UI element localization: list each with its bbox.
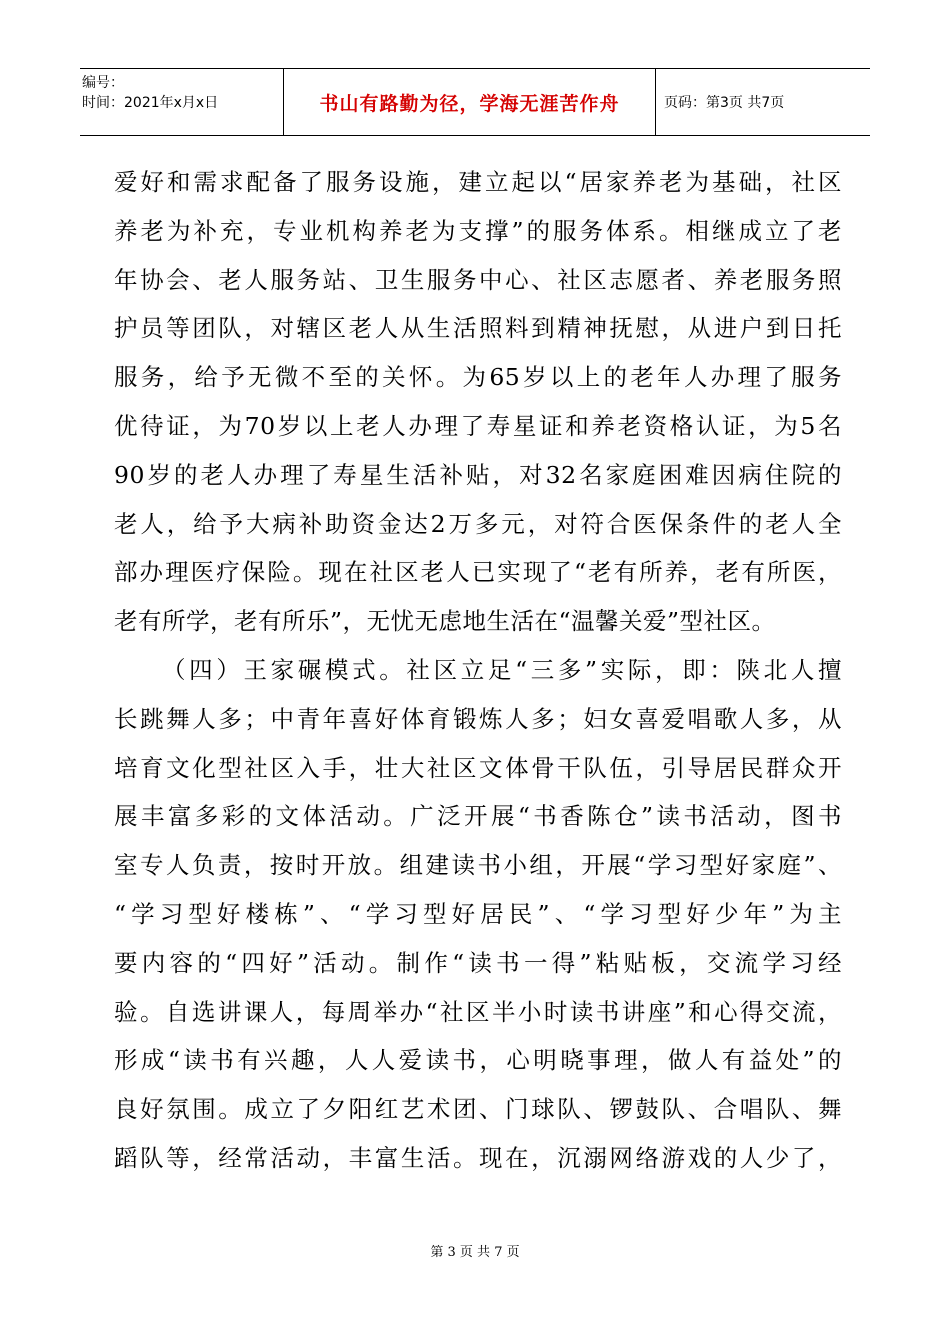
footer-page-number: 第 3 页 共 7 页 — [430, 1245, 520, 1260]
body-line: 形成“读书有兴趣，人人爱读书，心明晓事理，做人有益处”的 — [114, 1046, 842, 1075]
body-line: 养老为补充，专业机构养老为支撑”的服务体系。相继成立了老 — [114, 216, 842, 245]
document-body — [114, 158, 842, 1183]
body-line: 要内容的“四好”活动。制作“读书一得”粘贴板，交流学习经 — [114, 948, 842, 977]
page-header — [80, 68, 870, 136]
body-line: 展丰富多彩的文体活动。广泛开展“书香陈仓”读书活动，图书 — [114, 802, 842, 831]
header-meta — [80, 69, 284, 135]
body-line: 服务，给予无微不至的关怀。为65岁以上的老年人办理了服务 — [114, 363, 842, 392]
header-page-code-cell — [656, 69, 870, 135]
body-line: 90岁的老人办理了寿星生活补贴，对32名家庭困难因病住院的 — [114, 460, 842, 489]
section-heading-line: （四）王家碾模式。社区立足“三多”实际，即：陕北人擅 — [162, 655, 842, 684]
number-label: 编号： — [82, 75, 124, 91]
time-label: 时间：2021年x月x日 — [82, 95, 219, 111]
body-line: 优待证，为70岁以上老人办理了寿星证和养老资格认证，为5名 — [114, 411, 842, 440]
body-line: 部办理医疗保险。现在社区老人已实现了“老有所养，老有所医， — [114, 558, 842, 587]
body-line: 室专人负责，按时开放。组建读书小组，开展“学习型好家庭”、 — [114, 851, 842, 880]
body-line: 蹈队等，经常活动，丰富生活。现在，沉溺网络游戏的人少了， — [114, 1143, 842, 1172]
header-motto: 书山有路勤为径，学海无涯苦作舟 — [319, 92, 620, 115]
body-line: 爱好和需求配备了服务设施，建立起以“居家养老为基础，社区 — [114, 168, 842, 196]
body-line: 护员等团队，对辖区老人从生活照料到精神抚慰，从进户到日托 — [114, 314, 842, 343]
body-line: 良好氛围。成立了夕阳红艺术团、门球队、锣鼓队、合唱队、舞 — [114, 1095, 842, 1124]
body-line: 培育文化型社区入手，壮大社区文体骨干队伍，引导居民群众开 — [114, 753, 842, 782]
header-motto-cell — [284, 69, 656, 135]
page-code: 页码：第3页 共7页 — [664, 95, 785, 111]
body-line: 年协会、老人服务站、卫生服务中心、社区志愿者、养老服务照 — [114, 265, 842, 294]
body-line: 老人，给予大病补助资金达2万多元，对符合医保条件的老人全 — [114, 509, 842, 538]
page-footer — [0, 1241, 950, 1260]
body-line: “学习型好楼栋”、“学习型好居民”、“学习型好少年”为主 — [114, 899, 842, 928]
body-line: 老有所学，老有所乐”，无忧无虑地生活在“温馨关爱”型社区。 — [114, 607, 776, 636]
body-line: 长跳舞人多；中青年喜好体育锻炼人多；妇女喜爱唱歌人多，从 — [114, 704, 842, 733]
body-line: 验。自选讲课人，每周举办“社区半小时读书讲座”和心得交流， — [114, 997, 842, 1026]
